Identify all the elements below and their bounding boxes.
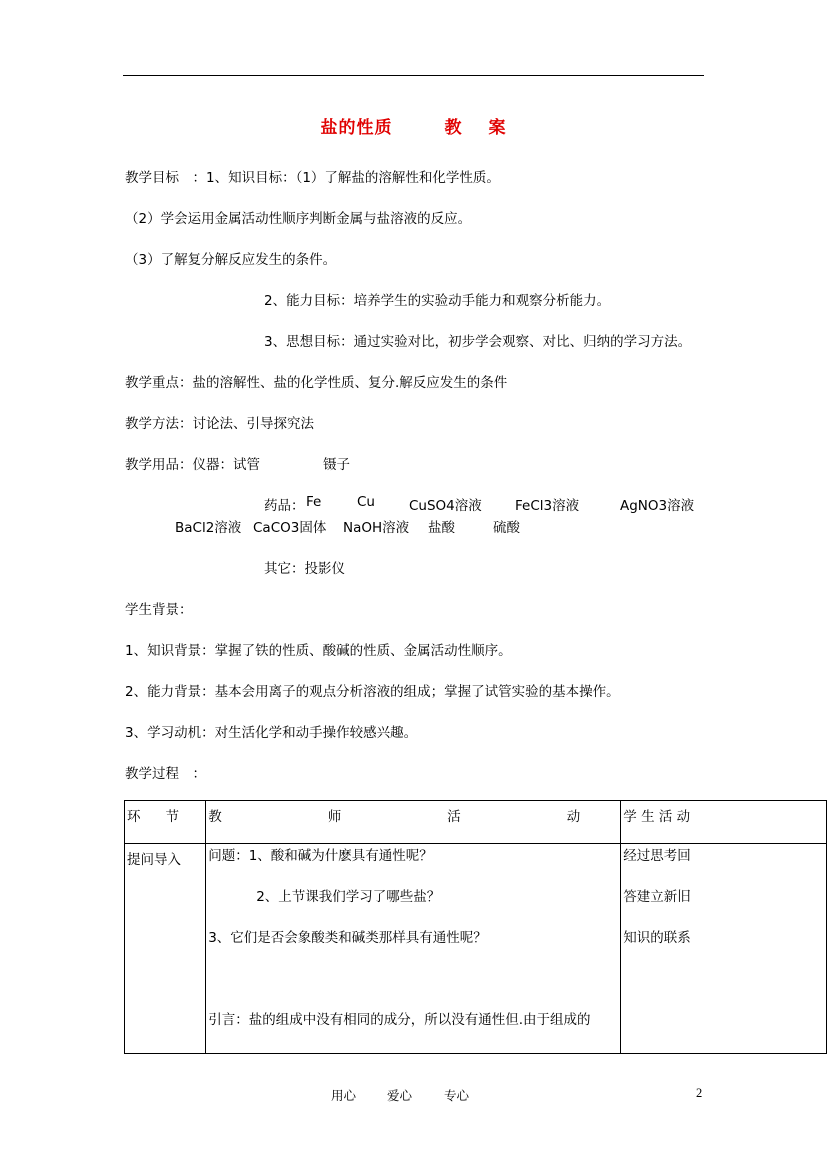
header-teacher-activity: 教 师 活 动 (206, 801, 621, 844)
background-heading: 学生背景： (125, 602, 193, 618)
document-title (0, 113, 827, 138)
teacher-line-4 (208, 971, 618, 1012)
footer-slogan-1: 用心 (331, 1088, 357, 1103)
header-rule (123, 75, 704, 76)
objective-line-3: （3）了解复分解反应发生的条件。 (125, 252, 337, 268)
background-item-3: 3、学习动机：对生活化学和动手操作较感兴趣。 (125, 725, 418, 741)
reagent-cuso4: CuSO4溶液 (409, 498, 482, 514)
reagent-hcl: 盐酸 (428, 520, 455, 536)
title-main: 盐的性质 (320, 118, 393, 138)
instrument-tweezers: 镊子 (323, 457, 350, 473)
student-line-2: 答建立新旧 (623, 889, 691, 905)
other-supplies: 其它：投影仪 (264, 561, 345, 577)
reagents-label: 药品： (264, 498, 305, 514)
student-line-3: 知识的联系 (623, 930, 691, 946)
teacher-line-5: 引言：盐的组成中没有相同的成分，所以没有通性但.由于组成的 (208, 1012, 591, 1028)
background-item-1: 1、知识背景：掌握了铁的性质、酸碱的性质、金属活动性顺序。 (125, 643, 512, 659)
reagent-caco3: CaCO3固体 (253, 520, 327, 536)
teaching-methods: 教学方法：讨论法、引导探究法 (125, 416, 314, 432)
reagent-fe: Fe (306, 494, 322, 510)
page-number: 2 (696, 1086, 703, 1100)
key-points: 教学重点：盐的溶解性、盐的化学性质、复分.解反应发生的条件 (125, 375, 508, 391)
teacher-line-3: 3、它们是否会象酸类和碱类那样具有通性呢？ (208, 930, 487, 946)
title-jiao: 教 (444, 118, 463, 138)
footer-slogan-2: 爱心 (387, 1088, 413, 1103)
student-line-1: 经过思考回 (623, 848, 691, 864)
objective-line-4: 2、能力目标：培养学生的实验动手能力和观察分析能力。 (264, 293, 611, 309)
process-heading: 教学过程 ： (125, 766, 206, 782)
background-item-2: 2、能力背景：基本会用离子的观点分析溶液的组成；掌握了试管实验的基本操作。 (125, 684, 620, 700)
reagent-cu: Cu (357, 494, 375, 510)
footer-slogan-3: 专心 (444, 1088, 470, 1103)
objective-line-2: （2）学会运用金属活动性顺序判断金属与盐溶液的反应。 (125, 211, 472, 227)
header-stage: 环 节 (125, 801, 206, 844)
reagent-agno3: AgNO3溶液 (620, 498, 695, 514)
table-row (125, 844, 827, 1054)
teacher-line-2: 2、上节课我们学习了哪些盐？ (256, 889, 441, 905)
objective-line-1: 教学目标 ：1、知识目标：（1）了解盐的溶解性和化学性质。 (125, 170, 500, 186)
objective-line-5: 3、思想目标：通过实验对比，初步学会观察、对比、归纳的学习方法。 (264, 334, 692, 350)
header-student-activity: 学 生 活 动 (621, 801, 827, 844)
instruments-label: 教学用品：仪器：试管 (125, 457, 260, 473)
reagent-naoh: NaOH溶液 (343, 520, 410, 536)
student-activity-cell (621, 844, 827, 1054)
teacher-activity-cell (206, 844, 621, 1054)
teacher-line-1: 问题：1、酸和碱为什麽具有通性呢？ (208, 848, 433, 864)
reagent-h2so4: 硫酸 (493, 520, 520, 536)
stage-cell: 提问导入 (125, 844, 206, 1054)
title-an: 案 (488, 118, 507, 138)
process-table (124, 800, 827, 1054)
reagent-bacl2: BaCl2溶液 (175, 520, 242, 536)
table-header-row (125, 801, 827, 844)
reagent-fecl3: FeCl3溶液 (515, 498, 580, 514)
